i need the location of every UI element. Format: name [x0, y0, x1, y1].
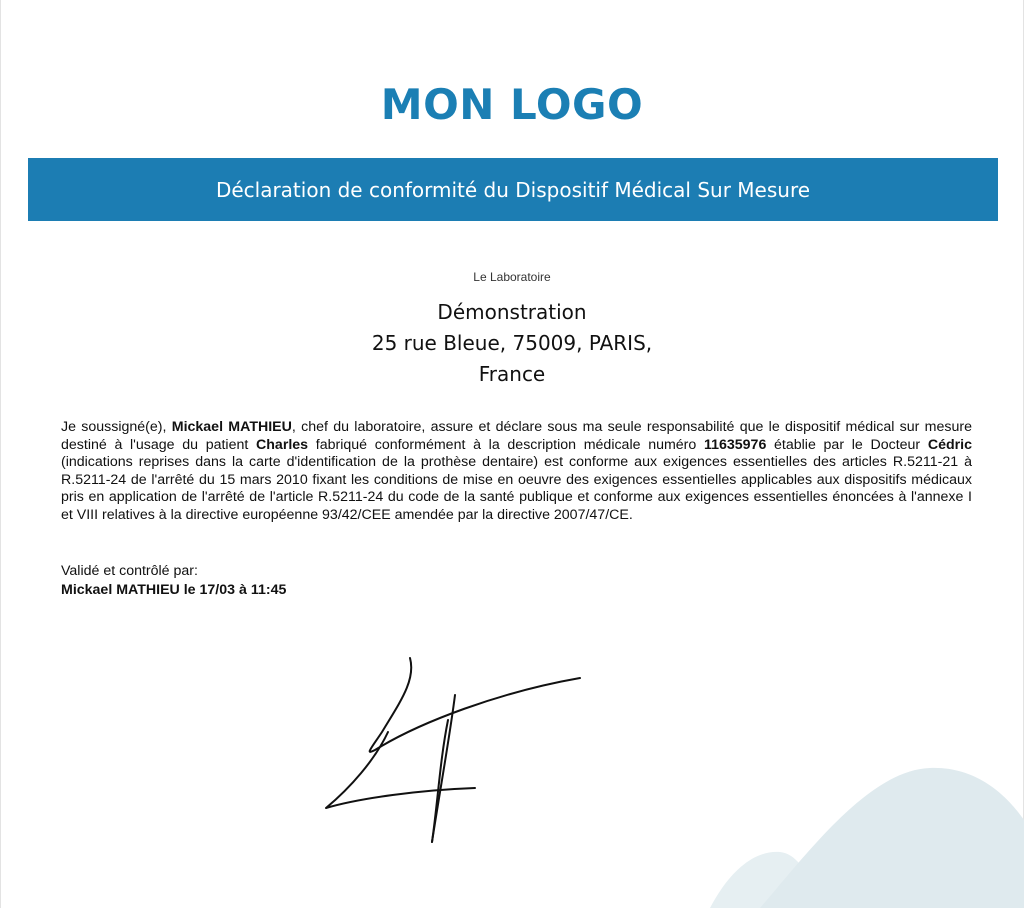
validated-by-line [61, 582, 286, 598]
watermark-mountains-icon [700, 760, 1024, 908]
declaration-text-3: fabriqué conformément à la description médicale numéro [308, 436, 704, 453]
validator-name: Mickael MATHIEU [61, 582, 180, 598]
declaration-text-1: Je soussigné(e), [61, 419, 172, 435]
doctor-name: Cédric [927, 436, 972, 453]
validation-time: 11:45 [250, 582, 287, 598]
validated-label: Validé et contrôlé par: [61, 563, 198, 579]
page-left-border [0, 0, 1, 908]
declaration-text-5: (indications reprises dans la carte d'identification de la prothèse dentaire) est conforme aux exigences essentielles des articles R.5211-21 à R.5211-24 de l'arrêté du 15 mars 2010 fixant les conditions de mise en oeuvre des exigences essentielles applicables aux dispositifs médicaux pris en application de l'arrêté de l'article R.5211-24 du code de la santé publique et conforme aux exigences essentielles énoncées à l'annexe I et VIII relatives à la directive européenne 93/42/CEE amendée par la directive 2007/47/CE. [61, 454, 972, 523]
laboratory-country: France [478, 362, 546, 386]
declaration-text-2: , chef du laboratoire, assure et déclare sous ma seule responsabilité que le dispositif médical sur mesure destiné à l'usage du patient [61, 419, 972, 453]
signature-icon [300, 640, 600, 860]
prescription-number: 11635976 [704, 436, 767, 453]
laboratory-name: Démonstration [437, 300, 587, 324]
title-banner [28, 158, 998, 221]
validation-date: 17/03 [199, 582, 236, 598]
laboratory-label: Le Laboratoire [473, 270, 551, 284]
time-prefix: à [239, 582, 247, 598]
document-title: Déclaration de conformité du Dispositif Médical Sur Mesure [215, 177, 811, 202]
date-prefix: le [183, 582, 196, 598]
laboratory-details [0, 297, 1024, 390]
declaration-paragraph [61, 419, 972, 525]
laboratory-address: 25 rue Bleue, 75009, PARIS, [371, 331, 653, 355]
signer-name: Mickael MATHIEU [171, 419, 292, 435]
patient-name: Charles [256, 436, 309, 453]
logo: MON LOGO [380, 80, 644, 129]
declaration-text-4: établie par le Docteur [766, 436, 928, 453]
